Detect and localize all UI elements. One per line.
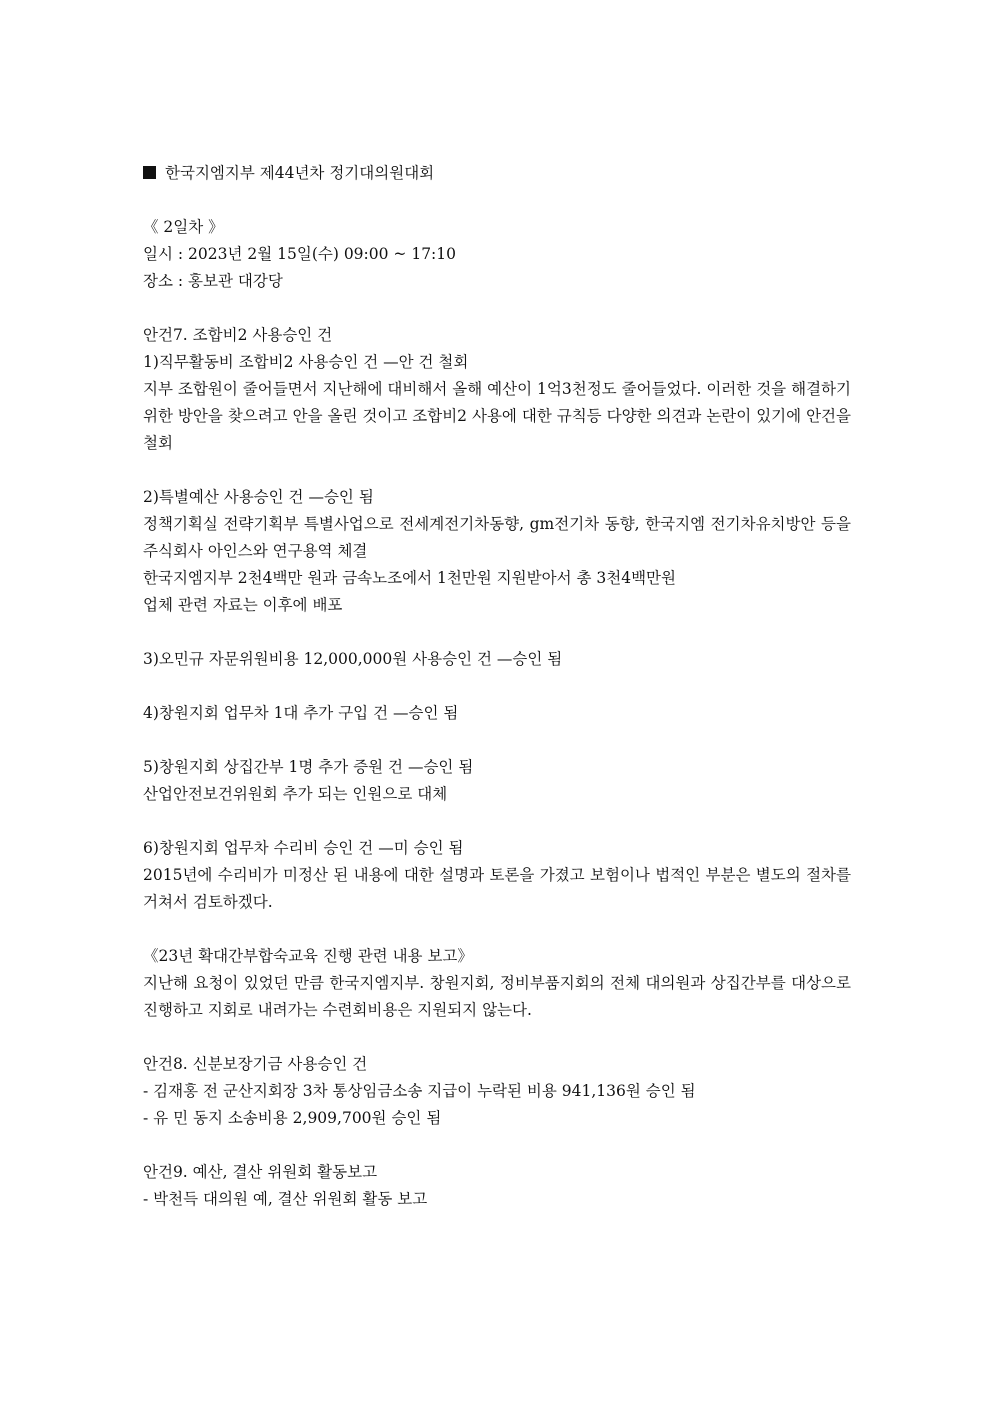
agenda7-item3-title: 3)오민규 자문위원비용 12,000,000원 사용승인 건 —승인 됨 bbox=[143, 650, 563, 668]
agenda8-heading: 안건8. 신분보장기금 사용승인 건 bbox=[143, 1055, 368, 1073]
date-line: 일시 : 2023년 2월 15일(수) 09:00 ~ 17:10 bbox=[143, 245, 456, 263]
place-line: 장소 : 홍보관 대강당 bbox=[143, 272, 283, 290]
agenda7-item5-title: 5)창원지회 상집간부 1명 추가 증원 건 —승인 됨 bbox=[143, 758, 474, 776]
agenda9-heading: 안건9. 예산, 결산 위원회 활동보고 bbox=[143, 1163, 378, 1181]
day-label: 《 2일차 》 bbox=[143, 218, 224, 236]
agenda7-item2-title: 2)특별예산 사용승인 건 —승인 됨 bbox=[143, 488, 374, 506]
agenda8-line1: - 김재홍 전 군산지회장 3차 통상임금소송 지급이 누락된 비용 941,136원 승인 됨 bbox=[143, 1082, 696, 1100]
agenda7-item6-title: 6)창원지회 업무차 수리비 승인 건 —미 승인 됨 bbox=[143, 839, 464, 857]
agenda7-item2-line3: 업체 관련 자료는 이후에 배포 bbox=[143, 596, 343, 614]
agenda7-item2-body: 정책기획실 전략기획부 특별사업으로 전세계전기차동향, gm전기차 동향, 한국지엠 전기차유치방안 등을 주식회사 아인스와 연구용역 체결 bbox=[143, 515, 851, 560]
agenda7-heading: 안건7. 조합비2 사용승인 건 bbox=[143, 326, 333, 344]
title-line bbox=[143, 160, 851, 187]
agenda7-item4-title: 4)창원지회 업무차 1대 추가 구입 건 —승인 됨 bbox=[143, 704, 459, 722]
report-heading: 《23년 확대간부합숙교육 진행 관련 내용 보고》 bbox=[143, 947, 473, 965]
agenda7-item5-body: 산업안전보건위원회 추가 되는 인원으로 대체 bbox=[143, 785, 448, 803]
black-square-icon bbox=[143, 166, 156, 179]
report-body: 지난해 요청이 있었던 만큼 한국지엠지부. 창원지회, 정비부품지회의 전체 대의원과 상집간부를 대상으로 진행하고 지회로 내려가는 수련회비용은 지원되지 않는다. bbox=[143, 974, 851, 1019]
agenda7-item1-body: 지부 조합원이 줄어들면서 지난해에 대비해서 올해 예산이 1억3천정도 줄어들었다. 이러한 것을 해결하기 위한 방안을 찾으려고 안을 올린 것이고 조합비2 사용에 대한 규칙등 다양한 의견과 논란이 있기에 안건을 철회 bbox=[143, 380, 851, 452]
agenda7-item2-line2: 한국지엠지부 2천4백만 원과 금속노조에서 1천만원 지원받아서 총 3천4백만원 bbox=[143, 569, 676, 587]
agenda9-line1: - 박천득 대의원 예, 결산 위원회 활동 보고 bbox=[143, 1190, 428, 1208]
agenda7-item6-body: 2015년에 수리비가 미정산 된 내용에 대한 설명과 토론을 가졌고 보험이나 법적인 부분은 별도의 절차를 거쳐서 검토하겠다. bbox=[143, 866, 851, 911]
agenda8-line2: - 유 민 동지 소송비용 2,909,700원 승인 됨 bbox=[143, 1109, 442, 1127]
agenda7-item1-title: 1)직무활동비 조합비2 사용승인 건 —안 건 철회 bbox=[143, 353, 469, 371]
document-body bbox=[143, 160, 851, 1213]
document-title: 한국지엠지부 제44년차 정기대의원대회 bbox=[165, 164, 435, 182]
